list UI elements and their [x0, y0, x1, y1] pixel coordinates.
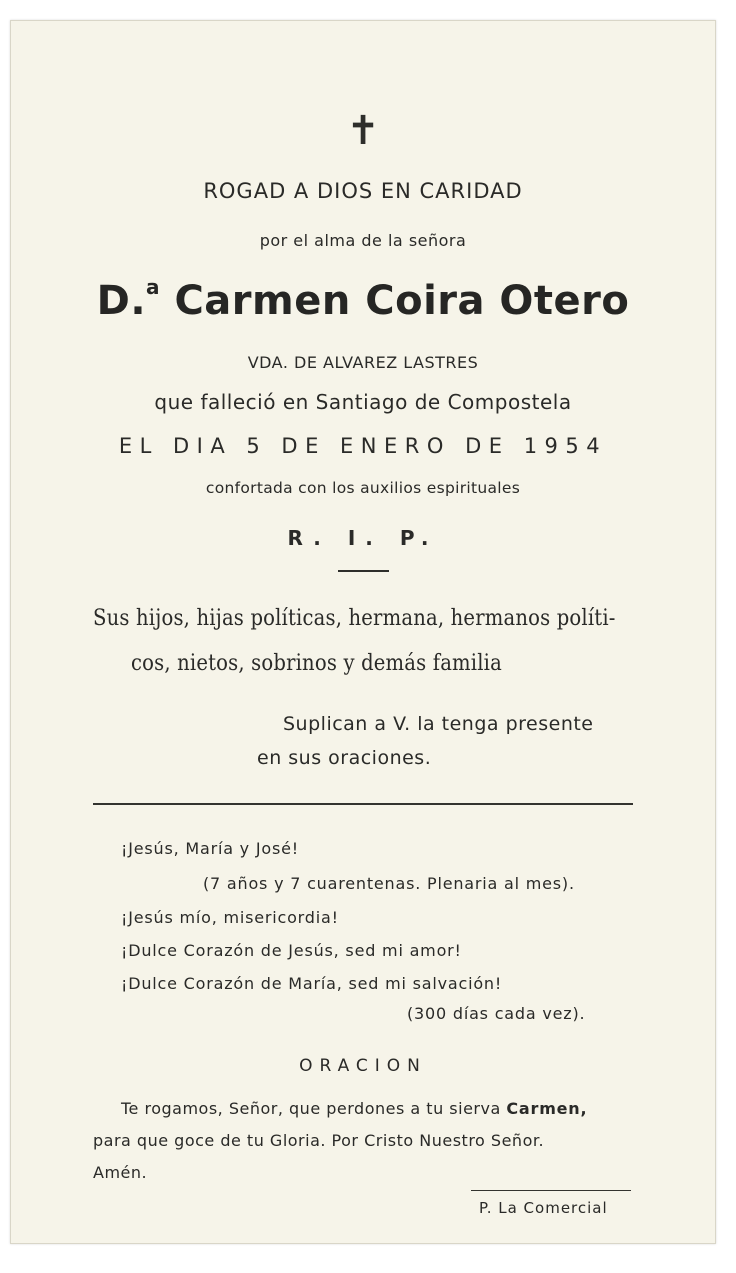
name-text: Carmen Coira Otero: [174, 278, 630, 324]
heading: ROGAD A DIOS EN CARIDAD: [203, 179, 523, 203]
oracion-line-2: para que goce de tu Gloria. Por Cristo Nuestro Señor.: [93, 1131, 545, 1150]
memorial-card: [10, 20, 716, 1244]
death-place: que falleció en Santiago de Compostela: [154, 390, 572, 414]
name-prefix: D.: [96, 278, 147, 324]
prayer-line: ¡Jesús, María y José!: [121, 839, 299, 858]
comfort-line: confortada con los auxilios espirituales: [205, 479, 521, 497]
prayer-line: ¡Dulce Corazón de María, sed mi salvación!: [121, 974, 503, 993]
family-line-1: Sus hijos, hijas políticas, hermana, hermanos políti-: [93, 606, 616, 631]
oracion-line-3: Amén.: [93, 1163, 148, 1182]
oracion-line-1: [121, 1099, 587, 1118]
prayer-line: ¡Dulce Corazón de Jesús, sed mi amor!: [121, 941, 462, 960]
cross-icon: ✝: [346, 108, 380, 154]
intro-line: por el alma de la señora: [259, 231, 467, 250]
rip-text: R. I. P.: [287, 526, 439, 550]
oracion-name: Carmen,: [506, 1099, 588, 1118]
prayer-line: ¡Jesús mío, misericordia!: [121, 908, 339, 927]
printer-divider: [471, 1190, 631, 1191]
oracion-heading: ORACION: [299, 1056, 427, 1076]
request-line-2: en sus oraciones.: [257, 747, 432, 769]
family-line-2: cos, nietos, sobrinos y demás familia: [131, 651, 502, 676]
widow-line: VDA. DE ALVAREZ LASTRES: [247, 353, 479, 372]
name-superscript: a: [146, 274, 161, 299]
printer-credit: P. La Comercial: [479, 1199, 608, 1217]
deceased-name: [11, 274, 715, 324]
short-divider: [338, 570, 389, 572]
death-date: EL DIA 5 DE ENERO DE 1954: [118, 434, 608, 458]
long-divider: [93, 803, 633, 805]
oracion-text: Te rogamos, Señor, que perdones a tu sierva: [121, 1099, 507, 1118]
prayer-line: (300 días cada vez).: [407, 1004, 586, 1023]
prayer-line: (7 años y 7 cuarentenas. Plenaria al mes).: [203, 874, 575, 893]
request-line-1: Suplican a V. la tenga presente: [283, 713, 594, 735]
